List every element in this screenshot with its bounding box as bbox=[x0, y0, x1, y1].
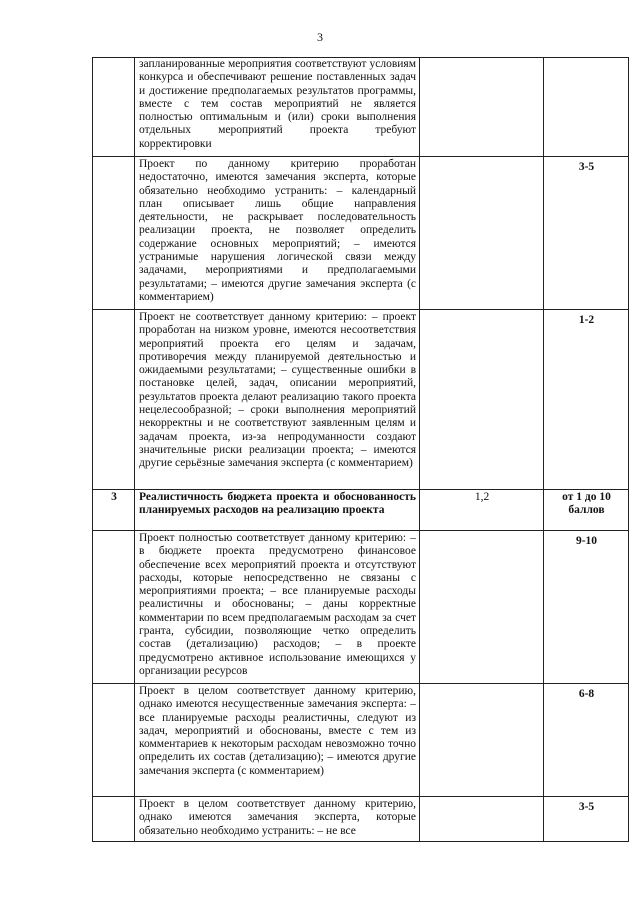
criterion-description: запланированные мероприятия соответствуют условиям конкурса и обеспечивают решение поставленных задач и достижение предполагаемых результатов программы, вместе с тем состав мероприятий не является полностью оптимальным и (или) сроки выполнения отдельных мероприятий проекта требуют корректировки bbox=[135, 58, 420, 157]
empty-cell bbox=[93, 684, 135, 797]
table-row bbox=[93, 797, 629, 842]
empty-cell bbox=[93, 531, 135, 684]
score-range bbox=[544, 58, 629, 157]
empty-cell bbox=[93, 58, 135, 157]
criterion-description: Проект полностью соответствует данному критерию: – в бюджете проекта предусмотрено финансовое обеспечение всех мероприятий проекта и отсутствуют расходы, которые непосредственно не связаны с мероприятиями проекта; – все планируемые расходы реалистичны и обоснованы; – даны корректные комментарии по всем предполагаемым расходам за счет гранта, субсидии, позволяющие четко определить состав (детализацию) расходов; – в проекте предусмотрено активное использование имеющихся у организации ресурсов bbox=[135, 531, 420, 684]
empty-cell bbox=[420, 157, 544, 310]
criterion-description: Проект не соответствует данному критерию: – проект проработан на низком уровне, имеются несоответствия мероприятий проекта его целям и задачам, противоречия между планируемой деятельностью и ожидаемыми результатами; – существенные ошибки в постановке целей, задач, описании мероприятий, результатов проекта делают реализацию такого проекта нецелесообразной; – сроки выполнения мероприятий некорректны и не соответствуют заявленным целям и задачам проекта, из-за непродуманности создают значительные риски реализации проекта; – имеются другие серьёзные замечания эксперта (с комментарием) bbox=[135, 310, 420, 490]
criterion-title: Реалистичность бюджета проекта и обоснованность планируемых расходов на реализацию проекта bbox=[135, 490, 420, 531]
criterion-description: Проект в целом соответствует данному критерию, однако имеются замечания эксперта, которые обязательно необходимо устранить: – не все bbox=[135, 797, 420, 842]
score-range: 3-5 bbox=[544, 797, 629, 842]
empty-cell bbox=[93, 157, 135, 310]
empty-cell bbox=[93, 310, 135, 490]
empty-cell bbox=[420, 310, 544, 490]
empty-cell bbox=[93, 797, 135, 842]
score-range: 6-8 bbox=[544, 684, 629, 797]
criterion-weight: 1,2 bbox=[420, 490, 544, 531]
empty-cell bbox=[420, 797, 544, 842]
criterion-number: 3 bbox=[93, 490, 135, 531]
criterion-score-range: от 1 до 10 баллов bbox=[544, 490, 629, 531]
empty-cell bbox=[420, 531, 544, 684]
table-row bbox=[93, 157, 629, 310]
table-row bbox=[93, 531, 629, 684]
score-range: 9-10 bbox=[544, 531, 629, 684]
table-row bbox=[93, 310, 629, 490]
evaluation-criteria-table bbox=[92, 57, 629, 842]
criterion-description: Проект в целом соответствует данному критерию, однако имеются несущественные замечания эксперта: – все планируемые расходы реалистичны, следуют из задач, мероприятий и обоснованы, вместе с тем из комментариев к некоторым расходам невозможно точно определить их состав (детализацию); – имеются другие замечания эксперта (с комментарием) bbox=[135, 684, 420, 797]
empty-cell bbox=[420, 684, 544, 797]
table-row bbox=[93, 684, 629, 797]
score-range: 3-5 bbox=[544, 157, 629, 310]
criterion-header-row bbox=[93, 490, 629, 531]
empty-cell bbox=[420, 58, 544, 157]
score-range: 1-2 bbox=[544, 310, 629, 490]
criterion-description: Проект по данному критерию проработан недостаточно, имеются замечания эксперта, которые обязательно необходимо устранить: – календарный план описывает лишь общие направления деятельности, не раскрывает последовательность реализации проекта, не позволяет определить содержание основных мероприятий; – имеются устранимые нарушения логической связи между задачами, мероприятиями и предполагаемыми результатами; – имеются другие замечания эксперта (с комментарием) bbox=[135, 157, 420, 310]
page-number: 3 bbox=[317, 30, 323, 44]
table-row bbox=[93, 58, 629, 157]
